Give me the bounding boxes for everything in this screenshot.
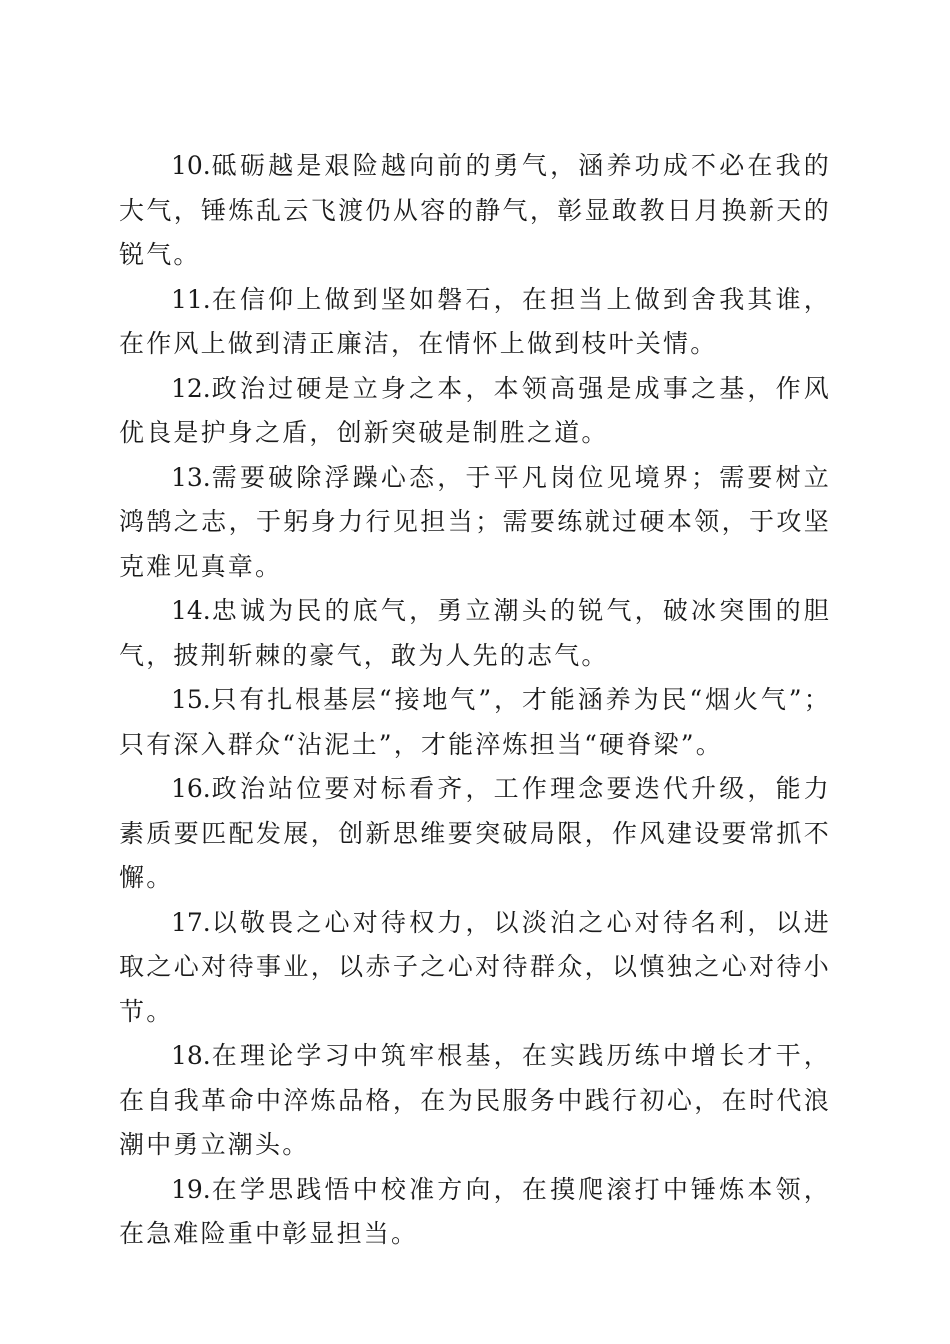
paragraph-text: 在理论学习中筑牢根基，在实践历练中增长才干，在自我革命中淬炼品格，在为民服务中践行初心，在时代浪潮中勇立潮头。 — [119, 1041, 831, 1159]
paragraph-text: 以敬畏之心对待权力，以淡泊之心对待名利，以进取之心对待事业，以赤子之心对待群众，以慎独之心对待小节。 — [119, 907, 831, 1026]
paragraph-11 — [119, 278, 831, 367]
paragraph-number: 17. — [171, 907, 211, 937]
paragraph-12 — [119, 367, 831, 456]
paragraph-17 — [119, 901, 831, 1035]
paragraph-text: 忠诚为民的底气，勇立潮头的锐气，破冰突围的胆气，披荆斩棘的豪气，敢为人先的志气。 — [119, 596, 831, 670]
paragraph-19 — [119, 1168, 831, 1257]
paragraph-16 — [119, 767, 831, 901]
paragraph-number: 13. — [171, 462, 211, 492]
document-body — [119, 144, 831, 1257]
paragraph-text: 在信仰上做到坚如磐石，在担当上做到舍我其谁，在作风上做到清正廉洁，在情怀上做到枝叶关情。 — [119, 284, 831, 358]
paragraph-number: 16. — [171, 774, 211, 803]
paragraph-text: 在学思践悟中校准方向，在摸爬滚打中锤炼本领，在急难险重中彰显担当。 — [119, 1174, 831, 1248]
paragraph-number: 11. — [171, 284, 211, 314]
paragraph-number: 10. — [171, 151, 211, 180]
paragraph-text: 砥砺越是艰险越向前的勇气，涵养功成不必在我的大气，锤炼乱云飞渡仍从容的静气，彰显敢教日月换新天的锐气。 — [119, 151, 831, 269]
paragraph-number: 19. — [171, 1174, 211, 1204]
paragraph-text: 只有扎根基层“接地气”，才能涵养为民“烟火气”；只有深入群众“沾泥土”，才能淬炼担当“硬脊梁”。 — [119, 685, 831, 759]
paragraph-number: 18. — [171, 1041, 211, 1070]
paragraph-14 — [119, 589, 831, 678]
paragraph-text: 政治过硬是立身之本，本领高强是成事之基，作风优良是护身之盾，创新突破是制胜之道。 — [119, 373, 831, 447]
paragraph-10 — [119, 144, 831, 278]
paragraph-15 — [119, 678, 831, 767]
paragraph-text: 需要破除浮躁心态，于平凡岗位见境界；需要树立鸿鹄之志，于躬身力行见担当；需要练就过硬本领，于攻坚克难见真章。 — [119, 462, 831, 581]
paragraph-text: 政治站位要对标看齐，工作理念要迭代升级，能力素质要匹配发展，创新思维要突破局限，作风建设要常抓不懈。 — [119, 774, 831, 892]
paragraph-number: 15. — [171, 685, 211, 714]
paragraph-number: 12. — [171, 373, 211, 403]
paragraph-18 — [119, 1034, 831, 1168]
paragraph-number: 14. — [171, 596, 211, 625]
paragraph-13 — [119, 456, 831, 590]
